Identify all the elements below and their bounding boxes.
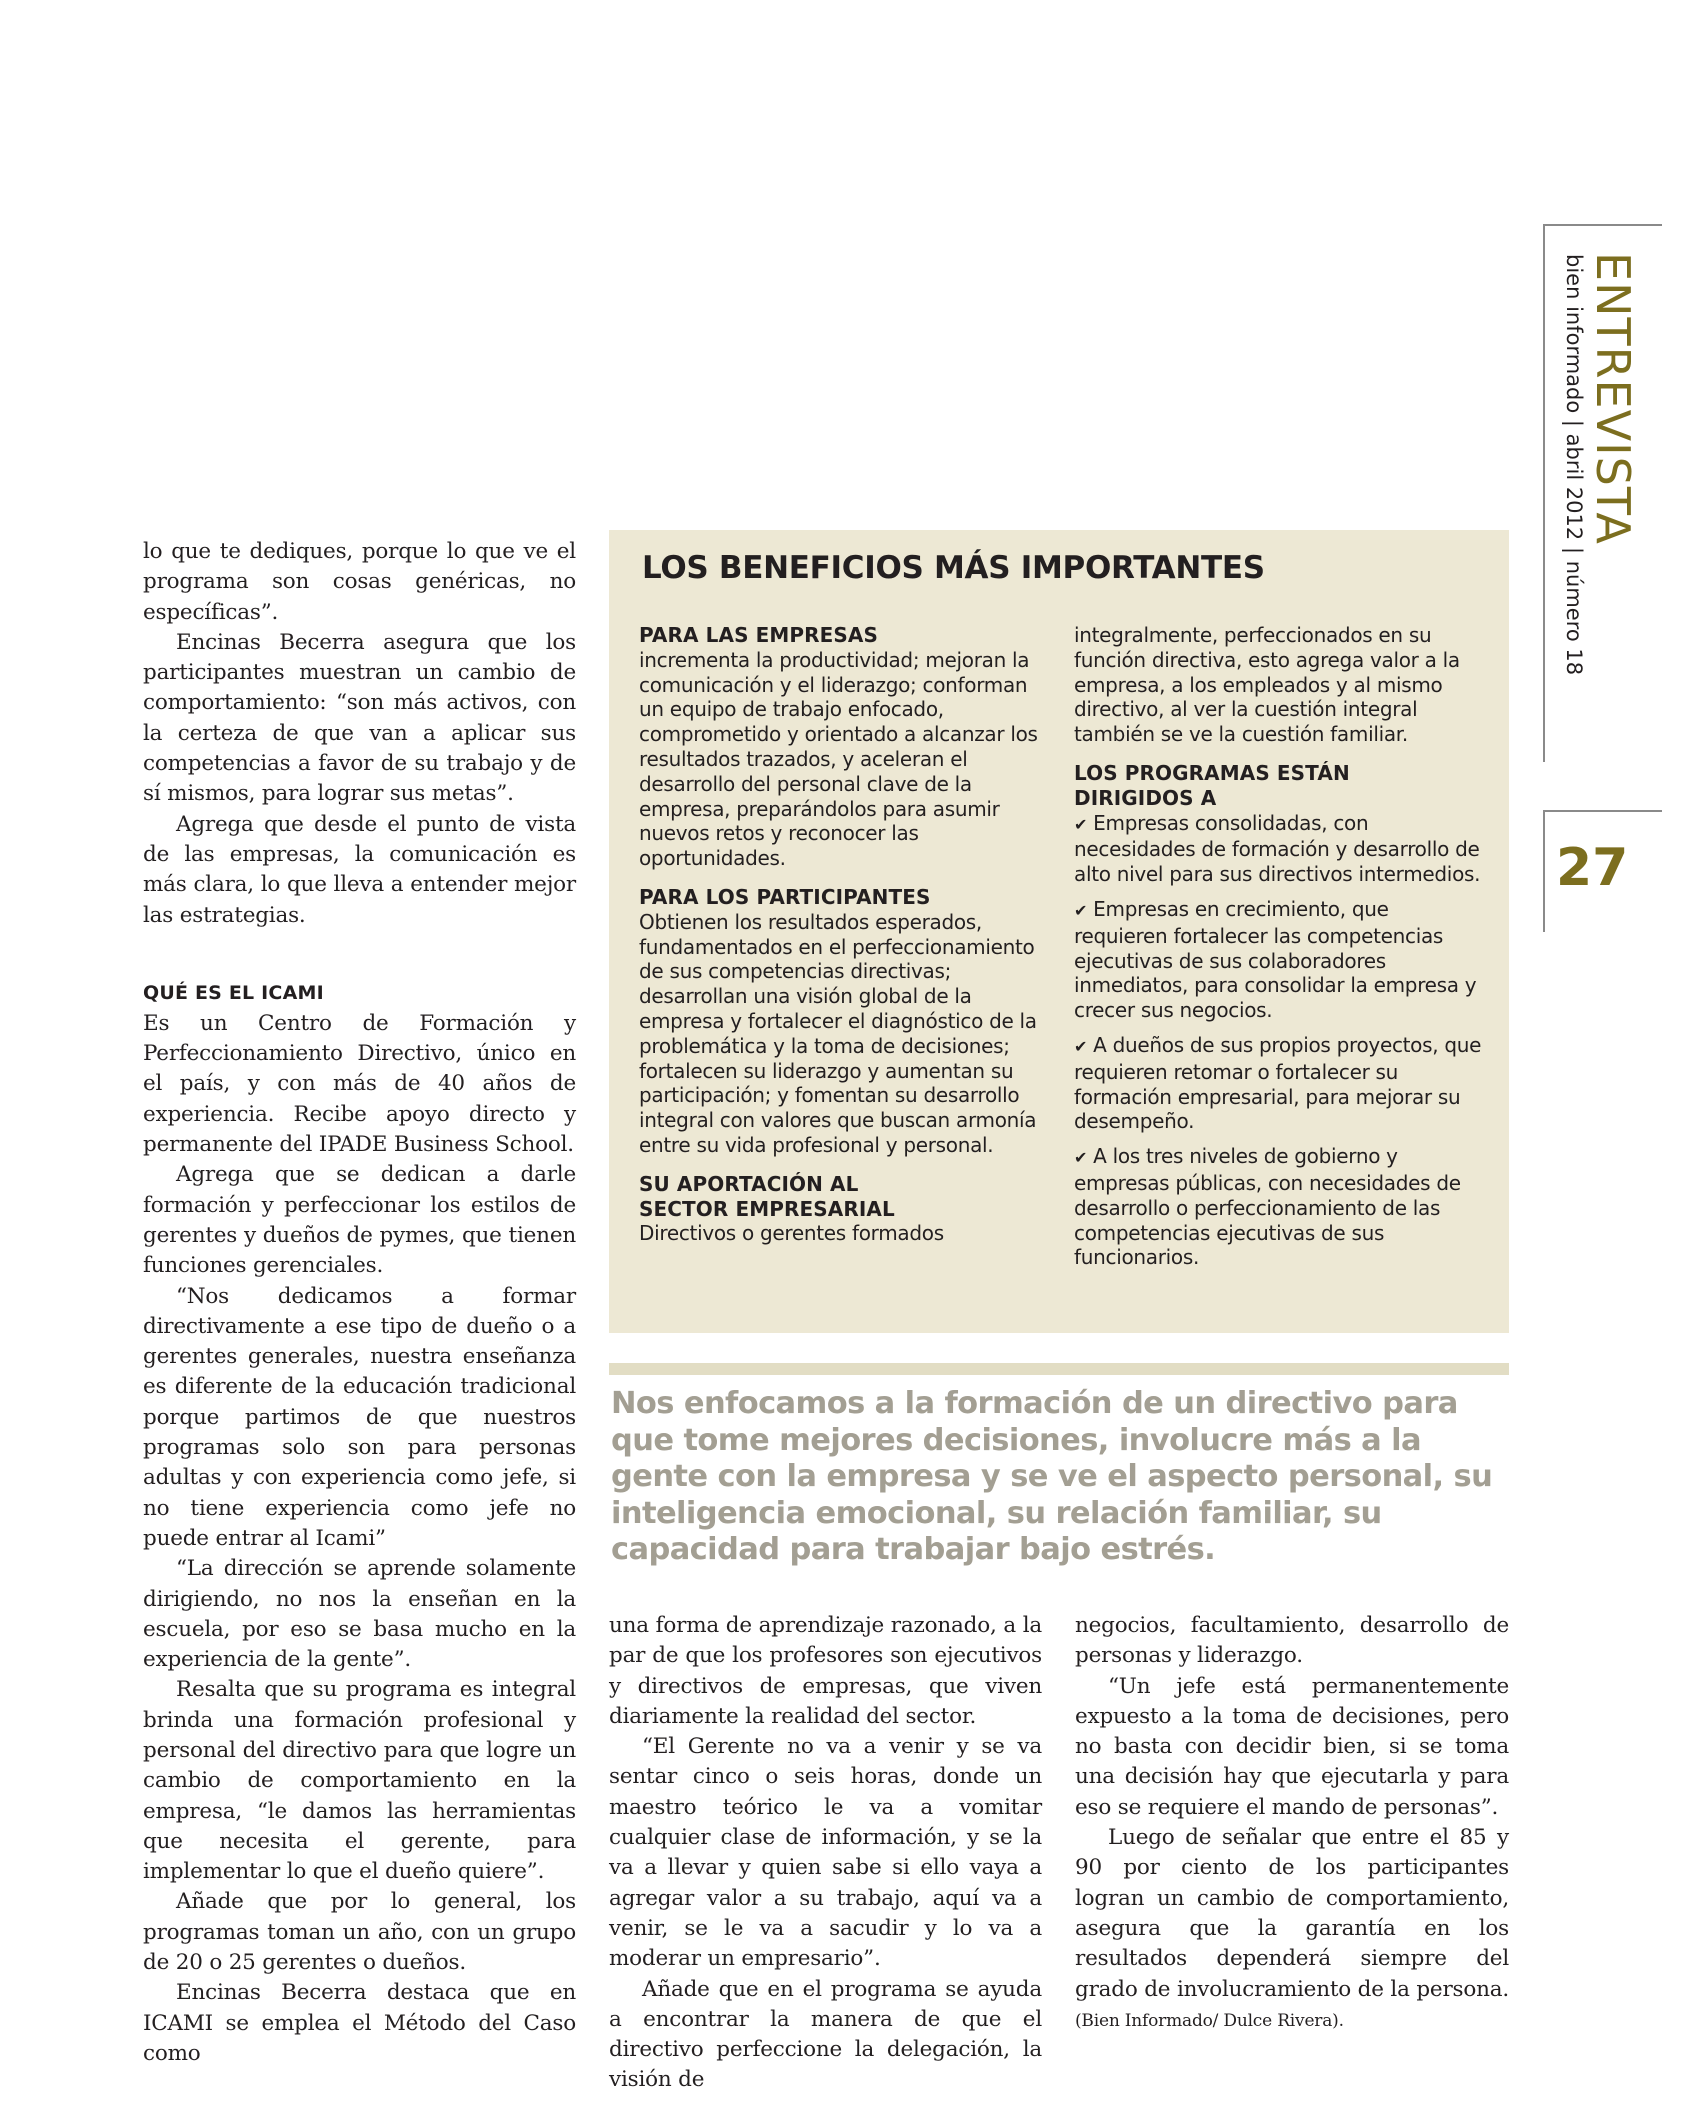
paragraph: “Un jefe está permanentemente expuesto a la toma de decisiones, pero no basta con decidir bien, si se toma una decisión hay que ejecutarla y para eso se requiere el mando de personas”. <box>1075 1673 1509 1820</box>
paragraph: Agrega que desde el punto de vista de las empresas, la comunicación es más clara, lo que lleva a entender mejor las estrategias. <box>143 811 576 928</box>
paragraph: una forma de aprendizaje razonado, a la par de que los profesores son ejecutivos y directivos de empresas, que viven diariamente la realidad del sector. <box>609 1613 1042 1729</box>
paragraph: “La dirección se aprende solamente dirigiendo, no nos la enseñan en la escuela, por eso se basa mucho en la experiencia de la gente”. <box>143 1556 576 1673</box>
box-column-right <box>1074 623 1484 1280</box>
box-title: LOS BENEFICIOS MÁS IMPORTANTES <box>642 550 1265 586</box>
paragraph: negocios, facultamiento, desarrollo de personas y liderazgo. <box>1075 1613 1509 1669</box>
page-number: 27 <box>1556 838 1629 898</box>
article-column-2 <box>609 1611 1042 2096</box>
quote-rule <box>609 1363 1509 1375</box>
paragraph: Es un Centro de Formación y Perfeccionamiento Directivo, único en el país, y con más de 40 años de experiencia. Recibe apoyo directo y permanente del IPADE Business School. <box>143 1010 576 1158</box>
box-text: Directivos o gerentes formados <box>639 1221 944 1246</box>
pull-quote: Nos enfocamos a la formación de un directivo para que tome mejores decisiones, involucre más a la gente con la empresa y se ve el aspecto personal, su inteligencia emocional, su relación familiar, su capacidad para trabajar bajo estrés. <box>611 1386 1493 1568</box>
check-icon: ✔ <box>1074 1036 1088 1056</box>
list-item <box>1074 1144 1484 1270</box>
paragraph: Encinas Becerra destaca que en ICAMI se emplea el Método del Caso como <box>143 1980 576 2066</box>
check-icon: ✔ <box>1074 814 1088 834</box>
box-subheading: SU APORTACIÓN AL SECTOR EMPRESARIAL <box>639 1171 895 1221</box>
article-column-3 <box>1075 1611 1509 2036</box>
paragraph: Agrega que se dedican a darle formación y perfeccionar los estilos de gerentes y dueños de pymes, que tienen funciones gerenciales. <box>143 1162 576 1279</box>
paragraph: Añade que por lo general, los programas toman un año, con un grupo de 20 o 25 gerentes o dueños. <box>143 1889 576 1976</box>
issue-info: bien informado | abril 2012 | número 18 <box>1562 254 1586 676</box>
subheading: QUÉ ES EL ICAMI <box>143 981 324 1004</box>
section-label: ENTREVISTA <box>1586 252 1640 545</box>
box-column-left <box>639 623 1054 1246</box>
paragraph <box>1075 1823 1509 2036</box>
box-subheading: PARA LOS PARTICIPANTES <box>639 884 931 909</box>
paragraph: Añade que en el programa se ayuda a encontrar la manera de que el directivo perfeccione la delegación, la visión de <box>609 1976 1042 2093</box>
list-item <box>1074 811 1484 887</box>
paragraph: “El Gerente no va a venir y se va sentar cinco o seis horas, donde un maestro teórico le va a vomitar cualquier clase de información, y se la va a llevar y quien sabe si ello vaya a agregar valor a su trabajo, aquí va a venir, se le va a sacudir y lo va a moderar un empresario”. <box>609 1734 1042 1972</box>
list-item-text: A dueños de sus propios proyectos, que requieren retomar o fortalecer su formación empresarial, para mejorar su desempeño. <box>1074 1032 1482 1134</box>
author-credit: (Bien Informado/ Dulce Rivera). <box>1075 2010 1344 2031</box>
box-text: Obtienen los resultados esperados, fundamentados en el perfeccionamiento de sus competencias directivas; desarrollan una visión global de la empresa y fortalecer el diagnóstico de la problemática y la toma de decisiones; fortalecen su liderazgo y aumentan su participación; y fomentan su desarrollo integral con valores que buscan armonía entre su vida profesional y personal. <box>639 909 1037 1157</box>
paragraph: “Nos dedicamos a formar directivamente a ese tipo de dueño o a gerentes generales, nuestra enseñanza es diferente de la educación tradicional porque partimos de que nuestros programas solo son para personas adultas y con experiencia como jefe, si no tiene experiencia como jefe no puede entrar al Icami” <box>143 1283 576 1551</box>
paragraph-text: Luego de señalar que entre el 85 y 90 por ciento de los participantes logran un cambio de comportamiento, asegura que la garantía en los resultados dependerá siempre del grado de involucramiento de la persona. <box>1075 1825 1509 2002</box>
list-item <box>1074 1033 1484 1134</box>
box-subheading: LOS PROGRAMAS ESTÁN DIRIGIDOS A <box>1074 760 1350 810</box>
list-item <box>1074 897 1484 1023</box>
list-item-text: A los tres niveles de gobierno y empresas públicas, con necesidades de desarrollo o perfeccionamiento de las competencias ejecutivas de sus funcionarios. <box>1074 1144 1461 1270</box>
box-text: integralmente, perfeccionados en su función directiva, esto agrega valor a la empresa, a los empleados y al mismo directivo, al ver la cuestión integral también se ve la cuestión familiar. <box>1074 623 1460 747</box>
paragraph: Encinas Becerra asegura que los participantes muestran un cambio de comportamiento: “son más activos, con la certeza de que van a aplicar sus competencias a favor de su trabajo y de sí mismos, para lograr sus metas”. <box>143 629 576 807</box>
paragraph: lo que te dediques, porque lo que ve el programa son cosas genéricas, no específicas”. <box>143 539 576 625</box>
article-column-1 <box>143 537 576 2069</box>
check-icon: ✔ <box>1074 900 1088 920</box>
paragraph: Resalta que su programa es integral brinda una formación profesional y personal del directivo para que logre un cambio de comportamiento en la empresa, “le damos las herramientas que necesita el gerente, para implementar lo que el dueño quiere”. <box>143 1677 576 1885</box>
box-text: incrementa la productividad; mejoran la comunicación y el liderazgo; conforman un equipo de trabajo enfocado, comprometido y orientado a alcanzar los resultados trazados, y aceleran el desarrollo del personal clave de la empresa, preparándolos para asumir nuevos retos y reconocer las oportunidades. <box>639 647 1038 871</box>
box-subheading: PARA LAS EMPRESAS <box>639 623 879 647</box>
list-item-text: Empresas consolidadas, con necesidades de formación y desarrollo de alto nivel para sus directivos intermedios. <box>1074 810 1481 887</box>
check-icon: ✔ <box>1074 1148 1088 1168</box>
list-item-text: Empresas en crecimiento, que requieren fortalecer las competencias ejecutivas de sus colaboradores inmediatos, para consolidar la empresa y crecer sus negocios. <box>1074 896 1477 1023</box>
benefits-box <box>609 530 1509 1333</box>
